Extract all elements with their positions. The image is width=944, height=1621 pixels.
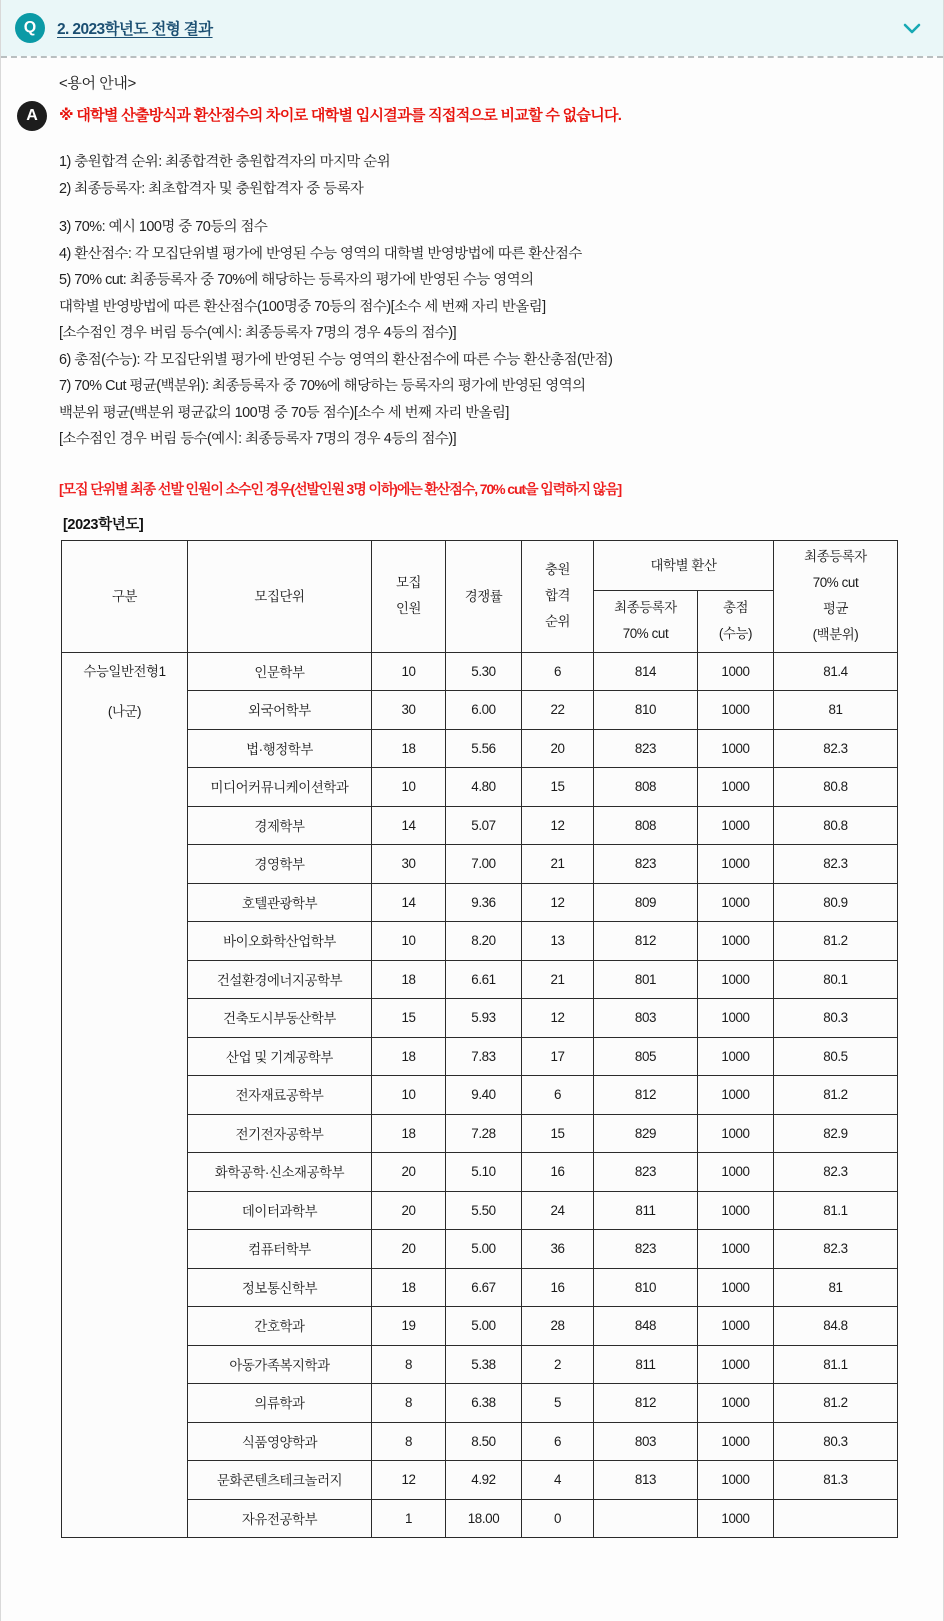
cell-rank: 22 (522, 691, 594, 730)
cell-rate: 5.50 (446, 1191, 522, 1230)
note-item: 4) 환산점수: 각 모집단위별 평가에 반영된 수능 영역의 대학별 반영방법에 따른 환산점수 (59, 245, 582, 262)
cell-avg: 81 (774, 1268, 898, 1307)
table-row (62, 1191, 898, 1230)
cell-rate: 4.92 (446, 1461, 522, 1500)
cell-total: 1000 (698, 1307, 774, 1346)
cell-capacity: 30 (372, 691, 446, 730)
gubun-line1: 수능일반전형1 (83, 663, 166, 679)
cell-rank: 13 (522, 922, 594, 961)
th-cut-line2: 70% cut (622, 626, 669, 641)
th-average-line1: 최종등록자 (804, 549, 867, 564)
cell-rate: 5.56 (446, 729, 522, 768)
cell-capacity: 18 (372, 1114, 446, 1153)
cell-capacity: 10 (372, 922, 446, 961)
cell-total: 1000 (698, 729, 774, 768)
question-badge-icon: Q (15, 13, 45, 43)
table-row (62, 999, 898, 1038)
cell-avg: 84.8 (774, 1307, 898, 1346)
cell-avg: 81.1 (774, 1345, 898, 1384)
table-row (62, 1230, 898, 1269)
cell-total: 1000 (698, 1037, 774, 1076)
cell-avg: 81 (774, 691, 898, 730)
cell-rate: 7.83 (446, 1037, 522, 1076)
cell-rate: 5.00 (446, 1307, 522, 1346)
cell-unit: 호텔관광학부 (188, 883, 372, 922)
cell-rate: 6.67 (446, 1268, 522, 1307)
cell-total: 1000 (698, 1268, 774, 1307)
cell-capacity: 10 (372, 768, 446, 807)
cell-rank: 28 (522, 1307, 594, 1346)
small-cohort-note: [모집 단위별 최종 선발 인원이 소수인 경우(선발인원 3명 이하)에는 환산점수, 70% cut을 입력하지 않음] (59, 480, 622, 497)
cell-unit: 간호학과 (188, 1307, 372, 1346)
note-item: 대학별 반영방법에 따른 환산점수(100명중 70등의 점수)[소수 세 번째 자리 반올림] (59, 298, 546, 315)
warning-row (1, 101, 943, 131)
th-capacity (372, 540, 446, 652)
cell-unit: 전자재료공학부 (188, 1076, 372, 1115)
cell-rate: 18.00 (446, 1499, 522, 1538)
cell-rank: 36 (522, 1230, 594, 1269)
cell-total: 1000 (698, 691, 774, 730)
table-row (62, 1499, 898, 1538)
note-item: 백분위 평균(백분위 평균값의 100명 중 70등 점수)[소수 세 번째 자리 반올림] (59, 404, 509, 421)
th-total-line1: 총점 (722, 600, 749, 615)
cell-avg: 80.3 (774, 999, 898, 1038)
cell-cut: 801 (594, 960, 698, 999)
th-rate: 경쟁률 (446, 540, 522, 652)
cell-cut: 809 (594, 883, 698, 922)
cell-unit: 문화콘텐츠테크놀러지 (188, 1461, 372, 1500)
cell-cut: 823 (594, 729, 698, 768)
th-total (698, 590, 774, 652)
cell-cut: 848 (594, 1307, 698, 1346)
cell-total: 1000 (698, 845, 774, 884)
cell-unit: 전기전자공학부 (188, 1114, 372, 1153)
cell-capacity: 18 (372, 1037, 446, 1076)
cell-rate: 4.80 (446, 768, 522, 807)
table-body (62, 652, 898, 1538)
cell-cut: 829 (594, 1114, 698, 1153)
cell-rank: 12 (522, 883, 594, 922)
chevron-down-icon[interactable] (899, 15, 925, 41)
cell-cut: 812 (594, 1384, 698, 1423)
cell-rate: 6.38 (446, 1384, 522, 1423)
cell-cut: 823 (594, 1153, 698, 1192)
table-row (62, 1422, 898, 1461)
cell-cut: 812 (594, 922, 698, 961)
cell-unit: 경제학부 (188, 806, 372, 845)
cell-rate: 9.40 (446, 1076, 522, 1115)
cell-cut: 808 (594, 768, 698, 807)
th-capacity-line2: 인원 (395, 601, 422, 616)
cell-rank: 17 (522, 1037, 594, 1076)
cell-capacity: 18 (372, 960, 446, 999)
table-row (62, 1268, 898, 1307)
cell-capacity: 8 (372, 1345, 446, 1384)
note-item: [소수점인 경우 버림 등수(예시: 최종등록자 7명의 경우 4등의 점수)] (59, 431, 457, 447)
table-row (62, 883, 898, 922)
cell-capacity: 20 (372, 1191, 446, 1230)
table-row (62, 1384, 898, 1423)
th-cut-line1: 최종등록자 (614, 600, 677, 615)
cell-unit: 미디어커뮤니케이션학과 (188, 768, 372, 807)
cell-unit: 데이터과학부 (188, 1191, 372, 1230)
table-row (62, 691, 898, 730)
cell-capacity: 18 (372, 1268, 446, 1307)
cell-capacity: 18 (372, 729, 446, 768)
note-item: 3) 70%: 예시 100명 중 70등의 점수 (59, 219, 268, 235)
cell-capacity: 10 (372, 1076, 446, 1115)
cell-avg: 80.8 (774, 768, 898, 807)
cell-rate: 5.38 (446, 1345, 522, 1384)
th-average-line2: 70% cut (812, 575, 859, 590)
cell-rate: 5.10 (446, 1153, 522, 1192)
cell-rank: 24 (522, 1191, 594, 1230)
admission-results-table (61, 540, 898, 1539)
cell-avg: 81.2 (774, 922, 898, 961)
cell-cut (594, 1499, 698, 1538)
cell-rank: 21 (522, 960, 594, 999)
table-row (62, 922, 898, 961)
gubun-line2: (나군) (107, 703, 142, 719)
th-rank-line2: 합격 (544, 588, 571, 603)
cell-rank: 5 (522, 1384, 594, 1423)
cell-total: 1000 (698, 1076, 774, 1115)
cell-rank: 16 (522, 1268, 594, 1307)
cell-unit: 인문학부 (188, 652, 372, 691)
cell-unit: 경영학부 (188, 845, 372, 884)
cell-rank: 15 (522, 1114, 594, 1153)
cell-rank: 16 (522, 1153, 594, 1192)
cell-avg: 80.8 (774, 806, 898, 845)
th-average (774, 540, 898, 652)
cell-cut: 808 (594, 806, 698, 845)
cell-cut: 813 (594, 1461, 698, 1500)
cell-avg: 81.2 (774, 1384, 898, 1423)
cell-cut: 810 (594, 691, 698, 730)
cell-avg: 81.1 (774, 1191, 898, 1230)
cell-capacity: 1 (372, 1499, 446, 1538)
th-capacity-line1: 모집 (395, 575, 422, 590)
cell-capacity: 14 (372, 806, 446, 845)
note-item: [소수점인 경우 버림 등수(예시: 최종등록자 7명의 경우 4등의 점수)] (59, 325, 457, 341)
cell-unit: 산업 및 기계공학부 (188, 1037, 372, 1076)
cell-avg: 80.1 (774, 960, 898, 999)
table-row (62, 652, 898, 691)
cell-unit: 건설환경에너지공학부 (188, 960, 372, 999)
cell-rank: 6 (522, 1076, 594, 1115)
cell-rank: 0 (522, 1499, 594, 1538)
cell-total: 1000 (698, 922, 774, 961)
cell-rate: 9.36 (446, 883, 522, 922)
cell-rank: 4 (522, 1461, 594, 1500)
cell-total: 1000 (698, 1461, 774, 1500)
cell-total: 1000 (698, 1422, 774, 1461)
answer-body (1, 58, 943, 1538)
cell-rank: 15 (522, 768, 594, 807)
cell-cut: 805 (594, 1037, 698, 1076)
cell-total: 1000 (698, 806, 774, 845)
table-row (62, 1076, 898, 1115)
cell-avg: 82.3 (774, 1230, 898, 1269)
cell-rank: 6 (522, 1422, 594, 1461)
cell-avg: 80.5 (774, 1037, 898, 1076)
cell-unit: 의류학과 (188, 1384, 372, 1423)
th-average-line4: (백분위) (812, 627, 859, 642)
table-row (62, 1037, 898, 1076)
cell-rank: 12 (522, 999, 594, 1038)
cell-capacity: 10 (372, 652, 446, 691)
cell-total: 1000 (698, 1153, 774, 1192)
table-row (62, 1153, 898, 1192)
th-cut (594, 590, 698, 652)
cell-rate: 5.93 (446, 999, 522, 1038)
cell-rate: 8.50 (446, 1422, 522, 1461)
table-head (62, 540, 898, 652)
answer-badge-icon: A (17, 101, 47, 131)
table-row (62, 729, 898, 768)
note-item: 1) 충원합격 순위: 최종합격한 충원합격자의 마지막 순위 (59, 154, 391, 170)
warning-text: ※ 대학별 산출방식과 환산점수의 차이로 대학별 입시결과를 직접적으로 비교할 수 없습니다. (59, 107, 622, 124)
cell-cut: 812 (594, 1076, 698, 1115)
cell-total: 1000 (698, 1499, 774, 1538)
notes-block (1, 149, 943, 453)
cell-rate: 6.00 (446, 691, 522, 730)
cell-unit: 화학공학·신소재공학부 (188, 1153, 372, 1192)
th-average-line3: 평균 (822, 601, 849, 616)
cell-unit: 자유전공학부 (188, 1499, 372, 1538)
cell-capacity: 20 (372, 1153, 446, 1192)
note-item: 5) 70% cut: 최종등록자 중 70%에 해당하는 등록자의 평가에 반영된 수능 영역의 (59, 272, 534, 288)
cell-rate: 7.00 (446, 845, 522, 884)
cell-avg: 82.3 (774, 845, 898, 884)
table-row (62, 1345, 898, 1384)
cell-capacity: 8 (372, 1384, 446, 1423)
cell-unit: 컴퓨터학부 (188, 1230, 372, 1269)
note-item: 6) 총점(수능): 각 모집단위별 평가에 반영된 수능 영역의 환산점수에 따른 수능 환산총점(만점) (59, 351, 613, 368)
cell-unit: 건축도시부동산학부 (188, 999, 372, 1038)
cell-rate: 5.07 (446, 806, 522, 845)
terms-guide-heading: <용어 안내> (59, 75, 136, 92)
cell-rate: 8.20 (446, 922, 522, 961)
cell-avg: 81.3 (774, 1461, 898, 1500)
cell-rank: 20 (522, 729, 594, 768)
cell-total: 1000 (698, 652, 774, 691)
th-total-line2: (수능) (718, 626, 753, 641)
table-row (62, 1307, 898, 1346)
cell-total: 1000 (698, 1191, 774, 1230)
cell-rate: 5.30 (446, 652, 522, 691)
table-row (62, 1114, 898, 1153)
cell-gubun (62, 652, 188, 1538)
cell-capacity: 15 (372, 999, 446, 1038)
cell-avg: 82.3 (774, 729, 898, 768)
cell-capacity: 12 (372, 1461, 446, 1500)
cell-rate: 7.28 (446, 1114, 522, 1153)
page-title[interactable]: 2. 2023학년도 전형 결과 (57, 21, 213, 38)
cell-unit: 법·행정학부 (188, 729, 372, 768)
table-row (62, 845, 898, 884)
th-unit: 모집단위 (188, 540, 372, 652)
cell-total: 1000 (698, 768, 774, 807)
cell-avg: 82.3 (774, 1153, 898, 1192)
th-rank-line1: 충원 (544, 562, 571, 577)
th-gubun: 구분 (62, 540, 188, 652)
cell-cut: 811 (594, 1191, 698, 1230)
table-row (62, 1461, 898, 1500)
cell-cut: 803 (594, 999, 698, 1038)
cell-total: 1000 (698, 999, 774, 1038)
th-rank-line3: 순위 (544, 614, 571, 629)
cell-unit: 바이오화학산업학부 (188, 922, 372, 961)
results-table-wrapper (1, 540, 943, 1539)
cell-rank: 6 (522, 652, 594, 691)
cell-capacity: 19 (372, 1307, 446, 1346)
cell-cut: 823 (594, 845, 698, 884)
cell-avg: 80.3 (774, 1422, 898, 1461)
cell-total: 1000 (698, 1384, 774, 1423)
cell-unit: 정보통신학부 (188, 1268, 372, 1307)
cell-avg (774, 1499, 898, 1538)
cell-cut: 814 (594, 652, 698, 691)
cell-avg: 81.4 (774, 652, 898, 691)
note-item: 7) 70% Cut 평균(백분위): 최종등록자 중 70%에 해당하는 등록자의 평가에 반영된 영역의 (59, 378, 586, 394)
cell-capacity: 30 (372, 845, 446, 884)
cell-unit: 아동가족복지학과 (188, 1345, 372, 1384)
th-rank (522, 540, 594, 652)
cell-total: 1000 (698, 1114, 774, 1153)
cell-total: 1000 (698, 1345, 774, 1384)
cell-cut: 803 (594, 1422, 698, 1461)
cell-avg: 80.9 (774, 883, 898, 922)
th-conversion-group: 대학별 환산 (594, 540, 774, 590)
note-item: 2) 최종등록자: 최초합격자 및 충원합격자 중 등록자 (59, 180, 364, 197)
cell-rank: 12 (522, 806, 594, 845)
cell-rank: 21 (522, 845, 594, 884)
cell-rank: 2 (522, 1345, 594, 1384)
cell-total: 1000 (698, 1230, 774, 1269)
cell-unit: 식품영양학과 (188, 1422, 372, 1461)
cell-cut: 810 (594, 1268, 698, 1307)
cell-capacity: 14 (372, 883, 446, 922)
cell-rate: 6.61 (446, 960, 522, 999)
cell-unit: 외국어학부 (188, 691, 372, 730)
cell-cut: 823 (594, 1230, 698, 1269)
table-title: [2023학년도] (63, 516, 144, 533)
table-row (62, 806, 898, 845)
cell-capacity: 20 (372, 1230, 446, 1269)
table-row (62, 768, 898, 807)
cell-avg: 82.9 (774, 1114, 898, 1153)
question-header[interactable] (1, 0, 943, 56)
table-row (62, 960, 898, 999)
cell-avg: 81.2 (774, 1076, 898, 1115)
cell-cut: 811 (594, 1345, 698, 1384)
cell-total: 1000 (698, 960, 774, 999)
cell-capacity: 8 (372, 1422, 446, 1461)
cell-total: 1000 (698, 883, 774, 922)
cell-rate: 5.00 (446, 1230, 522, 1269)
